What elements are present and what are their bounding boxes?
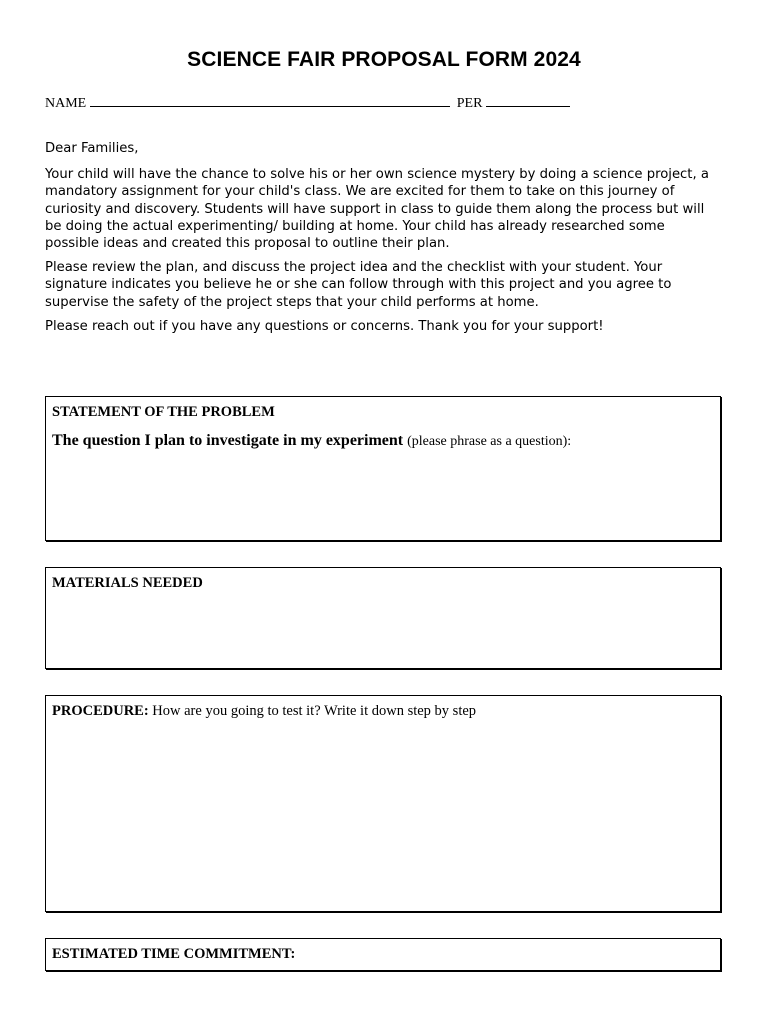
letter-greeting: Dear Families, xyxy=(45,141,139,156)
student-info-line xyxy=(45,94,570,112)
time-commitment-box[interactable] xyxy=(45,938,721,971)
letter-paragraph: Please review the plan, and discuss the project idea and the checklist with your student. Your signature indicates you believe he or she can follow through with this project and you agree to supervise the safety of the project steps that your child performs at home. xyxy=(45,260,672,310)
procedure-hint: How are you going to test it? Write it down step by step xyxy=(152,703,477,719)
form-title: SCIENCE FAIR PROPOSAL FORM 2024 xyxy=(187,48,581,71)
name-label: NAME xyxy=(45,96,87,111)
procedure-prompt xyxy=(52,703,476,720)
procedure-box[interactable] xyxy=(45,695,721,912)
procedure-heading: PROCEDURE: xyxy=(52,703,149,719)
per-label: PER xyxy=(456,96,483,111)
time-heading: ESTIMATED TIME COMMITMENT: xyxy=(52,946,296,962)
problem-statement-box[interactable] xyxy=(45,396,721,541)
letter-paragraph: Your child will have the chance to solve his or her own science mystery by doing a science project, a mandatory assignment for your child's class. We are excited for them to take on this journey of curiosity and discovery. Students will have support in class to guide them along the process but will be doing the actual experimenting/ building at home. Your child has already researched some possible ideas and created this proposal to outline their plan. xyxy=(45,167,709,252)
name-field[interactable] xyxy=(90,94,450,107)
materials-box[interactable] xyxy=(45,567,721,669)
question-label: The question I plan to investigate in my experiment xyxy=(52,432,404,449)
family-letter xyxy=(45,140,715,342)
problem-heading: STATEMENT OF THE PROBLEM xyxy=(52,404,275,420)
per-field[interactable] xyxy=(486,94,570,107)
materials-heading: MATERIALS NEEDED xyxy=(52,575,203,591)
letter-paragraph: Please reach out if you have any questions or concerns. Thank you for your support! xyxy=(45,318,604,334)
question-prompt xyxy=(52,432,571,450)
question-hint: (please phrase as a question): xyxy=(407,434,572,449)
